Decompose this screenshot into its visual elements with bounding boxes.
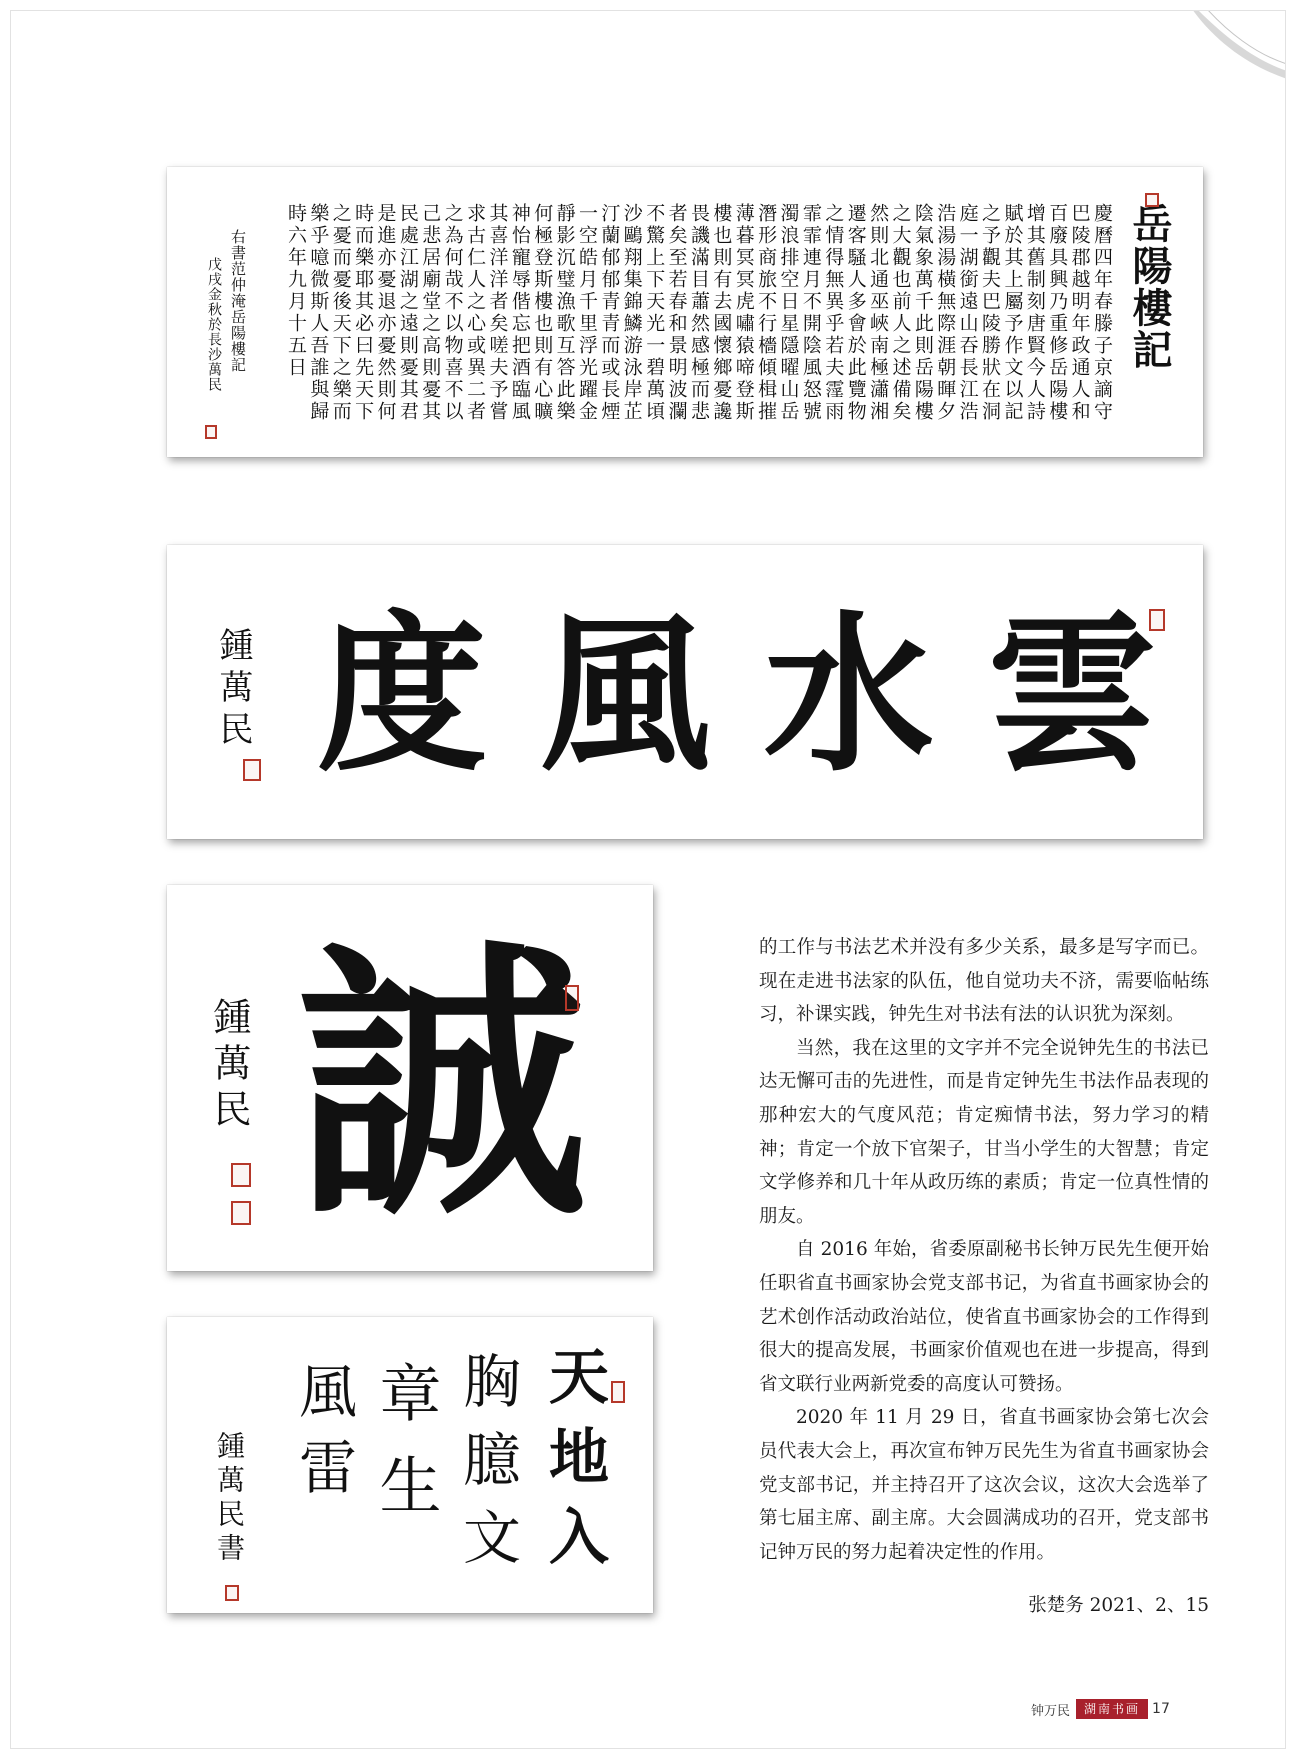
scroll-text-column: 樂乎噫微斯人吾誰與歸 [307, 203, 330, 423]
scroll-text-column: 潛形商旅不行檣傾楫摧 [755, 203, 778, 423]
big-character: 水 [763, 595, 934, 795]
article-paragraph: 当然，我在这里的文字并不完全说钟先生的书法已达无懈可击的先进性，而是肯定钟先生书法作品表现的那种宏大的气度风范；肯定痴情书法，努力学习的精神；肯定一个放下官架子，甘当小学生的大智慧；肯定文学修养和几十年从政历练的素质；肯定一位真性情的朋友。 [759, 1037, 1209, 1227]
scroll-text-column: 慶曆四年春滕子京謫守 [1091, 203, 1113, 423]
article-text [759, 931, 1209, 1569]
scroll-text-column: 樓也則有去國懷鄉憂讒 [710, 203, 733, 423]
scroll-text-column: 浩湯湯橫無際涯朝暉夕 [934, 203, 957, 423]
big-character: 風 [540, 595, 711, 795]
seal-stamp [231, 1201, 251, 1225]
scroll-text-column: 是進亦憂退亦憂然則何 [374, 203, 397, 423]
scroll-text-column: 之情得無異乎若夫霪雨 [822, 203, 845, 423]
scroll-text-column: 然則北通巫峽南極瀟湘 [867, 203, 890, 423]
scroll-text-column: 其喜洋洋者矣嗟夫予嘗 [486, 203, 509, 423]
scroll-text-column: 巴陵郡越明年政通人和 [1068, 203, 1091, 423]
scroll-text-column: 求古仁人之心或異二者 [464, 203, 487, 423]
scroll-inscription: 右書范仲淹岳陽樓記 [229, 229, 247, 373]
scroll-text-column: 陰氣象萬千此則岳陽樓 [911, 203, 934, 423]
scroll-text-column: 沙鷗翔集錦鱗游泳岸芷 [620, 203, 643, 423]
couplet-column-1: 天地入 [539, 1345, 609, 1585]
page-number: 17 [1152, 1701, 1170, 1717]
seal-stamp [231, 1163, 251, 1187]
scroll-body-columns [285, 203, 1113, 433]
magazine-banner: 湖南书画 [1076, 1699, 1148, 1719]
scroll-text-column: 賦於其上屬予作文以記 [1001, 203, 1024, 423]
scroll-text-column: 庭一湖銜遠山吞長江浩 [956, 203, 979, 423]
scroll-text-column: 靜影沉璧漁歌互答此樂 [553, 203, 576, 423]
scroll-text-column: 百廢具興乃重修岳陽樓 [1046, 203, 1069, 423]
big-character: 誠 [297, 915, 587, 1255]
big-character: 度 [317, 595, 488, 795]
scroll-text-column: 時而樂耶其必曰先天下 [352, 203, 375, 423]
artist-signature: 鍾萬民 [213, 627, 253, 753]
scroll-text-column: 神怡寵辱偕忘把酒臨風 [508, 203, 531, 423]
seal-stamp [205, 425, 217, 439]
artist-signature: 鍾萬民 [207, 997, 251, 1135]
seal-stamp [225, 1585, 239, 1601]
seal-stamp [1145, 193, 1159, 207]
scroll-text-column: 薄暮冥冥虎嘯猿啼登斯 [732, 203, 755, 423]
scroll-text-column: 一空皓月千里浮光躍金 [576, 203, 599, 423]
article-paragraph: 自 2016 年始，省委原副秘书长钟万民先生便开始任职省直书画家协会党支部书记，为省直书画家协会的艺术创作活动政治站位，使省直书画家协会的工作得到很大的提高发展，书画家价值观也在进一步提高，得到省文联行业两新党委的高度认可赞扬。 [759, 1239, 1209, 1395]
big-character: 雲 [986, 595, 1157, 795]
article-paragraph: 的工作与书法艺术并没有多少关系，最多是写字而已。现在走进书法家的队伍，他自觉功夫不济，需要临帖练习，补课实践，钟先生对书法有法的认识犹为深刻。 [759, 937, 1209, 1026]
seal-stamp [565, 985, 579, 1011]
seal-stamp [611, 1381, 625, 1403]
couplet-column-4: 風雷 [289, 1361, 357, 1513]
scroll-text-column: 之為何哉不以物喜不以 [441, 203, 464, 423]
scroll-title: 岳陽樓記 [1126, 203, 1173, 371]
calligraphy-tiandi [167, 1317, 653, 1613]
scroll-text-column: 之大觀也前人之述備矣 [889, 203, 912, 423]
scroll-text-column: 濁浪排空日星隱曜山岳 [777, 203, 800, 423]
article-signature: 张楚务 2021、2、15 [1028, 1595, 1209, 1616]
scroll-text-column: 時六年九月十五日 [284, 203, 307, 379]
couplet-column-3: 章生 [369, 1361, 442, 1545]
scroll-text-column: 之憂而憂後天下之樂而 [329, 203, 352, 423]
calligraphy-yunshuifengdu [167, 545, 1203, 839]
scroll-text-column: 不驚上下天光一碧萬頃 [643, 203, 666, 423]
couplet-column-2: 胸臆文 [453, 1351, 521, 1585]
scroll-text-column: 何極登斯樓也則有心曠 [531, 203, 554, 423]
artist-signature: 鍾萬民書 [213, 1431, 246, 1567]
scroll-text-column: 霏霏連月不開陰風怒號 [799, 203, 822, 423]
page-footer [1031, 1699, 1170, 1719]
scroll-inscription-date: 戊戌金秋於長沙萬民 [206, 257, 222, 392]
scroll-text-column: 增其舊制刻唐賢今人詩 [1023, 203, 1046, 423]
page-curl-icon [1177, 10, 1286, 79]
scroll-text-column: 遷客騷人多會於此覽物 [844, 203, 867, 423]
seal-stamp [1149, 609, 1165, 631]
article-paragraph: 2020 年 11 月 29 日，省直书画家协会第七次会员代表大会上，再次宣布钟万民先生为省直书画家协会党支部书记，并主持召开了这次会议，这次大会选举了第七届主席、副主席。大会圆满成功的召开，党支部书记钟万民的努力起着决定性的作用。 [759, 1407, 1209, 1563]
calligraphy-cheng [167, 885, 653, 1271]
scroll-text-column: 己悲居廟堂之高則憂其 [419, 203, 442, 423]
scroll-text-column: 畏譏滿目蕭然感極而悲 [687, 203, 710, 423]
seal-stamp [243, 759, 261, 781]
scroll-text-column: 者矣至若春和景明波瀾 [665, 203, 688, 423]
scroll-big-characters [317, 575, 1157, 815]
scroll-text-column: 民處江湖之遠則憂其君 [396, 203, 419, 423]
scroll-text-column: 之予觀夫巴陵勝狀在洞 [979, 203, 1002, 423]
calligraphy-yueyanglouji [167, 167, 1203, 457]
magazine-page [10, 10, 1286, 1749]
scroll-text-column: 汀蘭郁郁青青而或長煙 [598, 203, 621, 423]
footer-author: 钟万民 [1031, 1703, 1071, 1719]
